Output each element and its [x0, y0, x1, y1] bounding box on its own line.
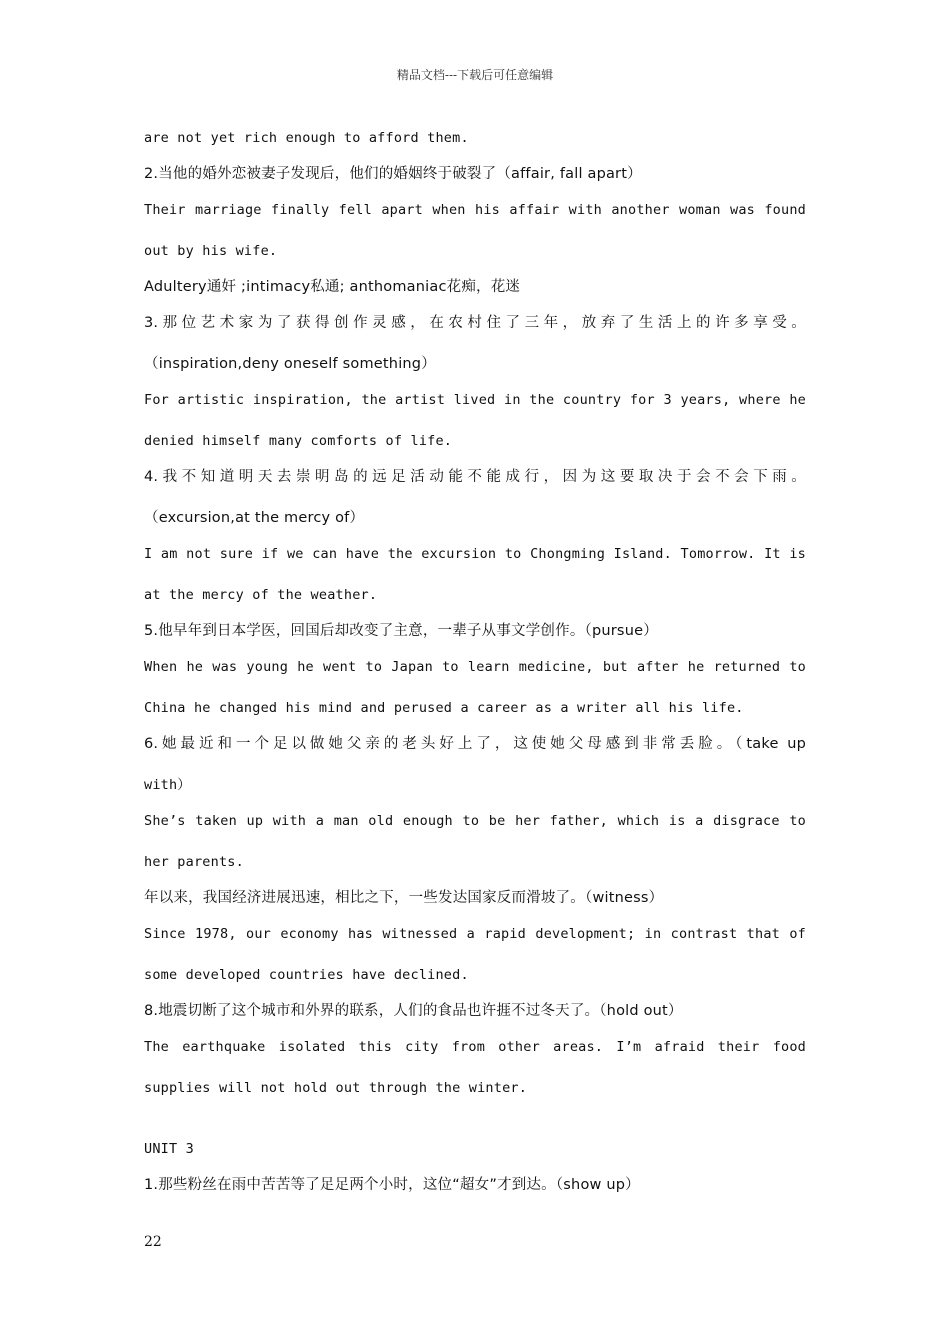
- text-line: When he was young he went to Japan to learn medicine, but after he returned to: [144, 659, 806, 675]
- question-line: 8.地震切断了这个城市和外界的联系，人们的食品也许捱不过冬天了。（hold out）: [144, 1003, 683, 1019]
- text-line: Their marriage finally fell apart when his affair with another woman was found: [144, 202, 806, 218]
- keyword-line: （excursion,at the mercy of）: [144, 510, 365, 526]
- text-line: with）: [144, 777, 192, 793]
- text-line: China he changed his mind and perused a career as a writer all his life.: [144, 700, 744, 716]
- text-line: out by his wife.: [144, 243, 278, 259]
- vocab-note: Adultery通奸 ;intimacy私通; anthomaniac花痴，花迷: [144, 279, 521, 295]
- text-line: supplies will not hold out through the winter.: [144, 1080, 528, 1096]
- text-line: are not yet rich enough to afford them.: [144, 130, 469, 146]
- page-number: 22: [144, 1234, 162, 1250]
- text-line: some developed countries have declined.: [144, 967, 469, 983]
- question-line: 4.我不知道明天去崇明岛的远足活动能不能成行，因为这要取决于会不会下雨。: [144, 469, 806, 485]
- text-line: her parents.: [144, 854, 244, 870]
- question-line: 6.她最近和一个足以做她父亲的老头好上了，这使她父母感到非常丢脸。（take up: [144, 736, 806, 752]
- text-line: Since 1978, our economy has witnessed a rapid development; in contrast that of: [144, 926, 806, 942]
- section-heading: UNIT 3: [144, 1141, 194, 1157]
- text-line: The earthquake isolated this city from other areas. I’m afraid their food: [144, 1039, 806, 1055]
- question-line: 1.那些粉丝在雨中苦苦等了足足两个小时，这位“超女”才到达。（show up）: [144, 1177, 640, 1193]
- keyword-line: （inspiration,deny oneself something）: [144, 356, 436, 372]
- question-line: 3.那位艺术家为了获得创作灵感，在农村住了三年，放弃了生活上的许多享受。: [144, 315, 806, 331]
- text-line: I am not sure if we can have the excursion to Chongming Island. Tomorrow. It is: [144, 546, 806, 562]
- question-line: 年以来，我国经济进展迅速，相比之下，一些发达国家反而滑坡了。（witness）: [144, 890, 664, 906]
- text-line: at the mercy of the weather.: [144, 587, 378, 603]
- text-line: For artistic inspiration, the artist lived in the country for 3 years, where he: [144, 392, 806, 408]
- text-line: denied himself many comforts of life.: [144, 433, 453, 449]
- question-line: 2.当他的婚外恋被妻子发现后，他们的婚姻终于破裂了（affair, fall apart）: [144, 166, 642, 182]
- question-line: 5.他早年到日本学医，回国后却改变了主意，一辈子从事文学创作。（pursue）: [144, 623, 658, 639]
- text-line: She’s taken up with a man old enough to be her father, which is a disgrace to: [144, 813, 806, 829]
- page-header: 精品文档---下载后可任意编辑: [396, 68, 554, 82]
